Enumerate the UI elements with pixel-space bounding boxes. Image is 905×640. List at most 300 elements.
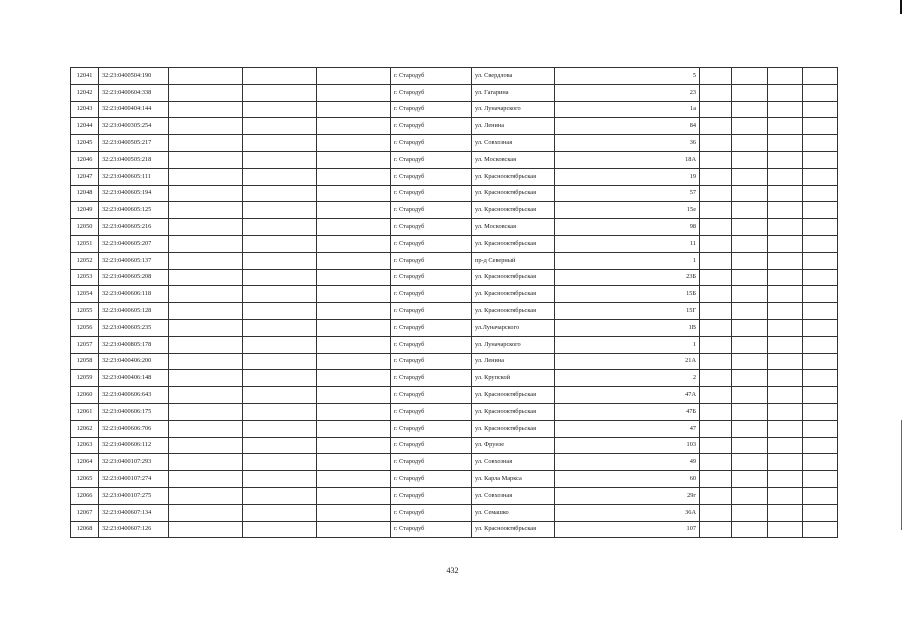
empty-cell: [732, 269, 768, 286]
house-number-cell: 47А: [555, 387, 700, 404]
row-number-cell: 12041: [71, 68, 99, 85]
registry-table: [70, 67, 838, 538]
empty-cell: [768, 504, 803, 521]
row-number-cell: 12061: [71, 403, 99, 420]
empty-cell: [169, 269, 243, 286]
empty-cell: [803, 135, 838, 152]
table-row: [71, 219, 838, 236]
empty-cell: [732, 219, 768, 236]
empty-cell: [768, 118, 803, 135]
empty-cell: [317, 185, 391, 202]
street-cell: ул. Краснооктябрьская: [472, 387, 555, 404]
empty-cell: [243, 235, 317, 252]
empty-cell: [317, 353, 391, 370]
table-row: [71, 84, 838, 101]
empty-cell: [317, 151, 391, 168]
empty-cell: [803, 454, 838, 471]
house-number-cell: 98: [555, 219, 700, 236]
street-cell: ул. Краснооктябрьская: [472, 202, 555, 219]
row-number-cell: 12058: [71, 353, 99, 370]
empty-cell: [243, 151, 317, 168]
city-cell: г. Стародуб: [391, 118, 472, 135]
city-cell: г. Стародуб: [391, 437, 472, 454]
empty-cell: [732, 202, 768, 219]
row-number-cell: 12042: [71, 84, 99, 101]
city-cell: г. Стародуб: [391, 84, 472, 101]
empty-cell: [700, 487, 732, 504]
row-number-cell: 12043: [71, 101, 99, 118]
cadastral-number-cell: 32:23:0400406:200: [99, 353, 169, 370]
empty-cell: [768, 219, 803, 236]
empty-cell: [700, 336, 732, 353]
table-row: [71, 336, 838, 353]
empty-cell: [700, 151, 732, 168]
street-cell: ул. Крупской: [472, 370, 555, 387]
empty-cell: [317, 303, 391, 320]
empty-cell: [169, 135, 243, 152]
empty-cell: [768, 235, 803, 252]
cadastral-number-cell: 32:23:0400504:190: [99, 68, 169, 85]
city-cell: г. Стародуб: [391, 252, 472, 269]
cadastral-number-cell: 32:23:0400605:194: [99, 185, 169, 202]
street-cell: ул. Луначарского: [472, 101, 555, 118]
house-number-cell: 47: [555, 420, 700, 437]
empty-cell: [169, 202, 243, 219]
row-number-cell: 12049: [71, 202, 99, 219]
table-row: [71, 420, 838, 437]
empty-cell: [700, 370, 732, 387]
empty-cell: [243, 504, 317, 521]
empty-cell: [243, 118, 317, 135]
empty-cell: [732, 471, 768, 488]
empty-cell: [732, 420, 768, 437]
empty-cell: [732, 151, 768, 168]
table-row: [71, 269, 838, 286]
cadastral-number-cell: 32:23:0400605:137: [99, 252, 169, 269]
street-cell: ул. Краснооктябрьская: [472, 269, 555, 286]
empty-cell: [803, 370, 838, 387]
table-row: [71, 521, 838, 538]
empty-cell: [732, 387, 768, 404]
row-number-cell: 12051: [71, 235, 99, 252]
empty-cell: [768, 336, 803, 353]
empty-cell: [317, 252, 391, 269]
empty-cell: [732, 168, 768, 185]
row-number-cell: 12044: [71, 118, 99, 135]
empty-cell: [317, 286, 391, 303]
row-number-cell: 12056: [71, 319, 99, 336]
empty-cell: [700, 135, 732, 152]
empty-cell: [700, 118, 732, 135]
city-cell: г. Стародуб: [391, 286, 472, 303]
empty-cell: [169, 353, 243, 370]
empty-cell: [768, 101, 803, 118]
empty-cell: [169, 454, 243, 471]
cadastral-number-cell: 32:23:0400607:126: [99, 521, 169, 538]
empty-cell: [243, 84, 317, 101]
city-cell: г. Стародуб: [391, 420, 472, 437]
empty-cell: [732, 521, 768, 538]
table-row: [71, 118, 838, 135]
empty-cell: [803, 269, 838, 286]
empty-cell: [169, 235, 243, 252]
cadastral-number-cell: 32:23:0400606:112: [99, 437, 169, 454]
city-cell: г. Стародуб: [391, 269, 472, 286]
empty-cell: [803, 84, 838, 101]
street-cell: ул. Ленина: [472, 353, 555, 370]
empty-cell: [700, 68, 732, 85]
empty-cell: [768, 370, 803, 387]
empty-cell: [700, 387, 732, 404]
empty-cell: [768, 403, 803, 420]
house-number-cell: 2: [555, 370, 700, 387]
empty-cell: [243, 185, 317, 202]
street-cell: ул. Московская: [472, 219, 555, 236]
street-cell: ул. Краснооктябрьская: [472, 303, 555, 320]
empty-cell: [317, 521, 391, 538]
empty-cell: [169, 387, 243, 404]
table-row: [71, 185, 838, 202]
empty-cell: [732, 504, 768, 521]
street-cell: ул. Совхозная: [472, 454, 555, 471]
empty-cell: [700, 185, 732, 202]
empty-cell: [732, 101, 768, 118]
empty-cell: [243, 336, 317, 353]
empty-cell: [317, 387, 391, 404]
empty-cell: [243, 135, 317, 152]
scan-edge-mark: [900, 0, 902, 14]
empty-cell: [243, 219, 317, 236]
scan-edge-line: [901, 420, 902, 530]
empty-cell: [169, 336, 243, 353]
house-number-cell: 47Б: [555, 403, 700, 420]
cadastral-number-cell: 32:23:0400505:218: [99, 151, 169, 168]
empty-cell: [317, 84, 391, 101]
empty-cell: [169, 420, 243, 437]
row-number-cell: 12046: [71, 151, 99, 168]
empty-cell: [732, 118, 768, 135]
empty-cell: [243, 269, 317, 286]
empty-cell: [768, 151, 803, 168]
table-row: [71, 303, 838, 320]
empty-cell: [317, 336, 391, 353]
empty-cell: [803, 420, 838, 437]
empty-cell: [243, 487, 317, 504]
empty-cell: [803, 471, 838, 488]
empty-cell: [732, 135, 768, 152]
empty-cell: [768, 487, 803, 504]
cadastral-number-cell: 32:23:0400606:118: [99, 286, 169, 303]
empty-cell: [317, 319, 391, 336]
empty-cell: [700, 353, 732, 370]
empty-cell: [803, 151, 838, 168]
empty-cell: [768, 471, 803, 488]
table-row: [71, 504, 838, 521]
street-cell: ул. Совхозная: [472, 487, 555, 504]
empty-cell: [169, 471, 243, 488]
row-number-cell: 12048: [71, 185, 99, 202]
empty-cell: [700, 202, 732, 219]
empty-cell: [803, 319, 838, 336]
cadastral-number-cell: 32:23:0400606:175: [99, 403, 169, 420]
row-number-cell: 12065: [71, 471, 99, 488]
street-cell: ул. Свердлова: [472, 68, 555, 85]
empty-cell: [732, 437, 768, 454]
empty-cell: [243, 387, 317, 404]
empty-cell: [169, 319, 243, 336]
table-row: [71, 151, 838, 168]
empty-cell: [169, 168, 243, 185]
empty-cell: [803, 252, 838, 269]
city-cell: г. Стародуб: [391, 202, 472, 219]
empty-cell: [803, 303, 838, 320]
empty-cell: [700, 252, 732, 269]
empty-cell: [169, 521, 243, 538]
empty-cell: [317, 168, 391, 185]
street-cell: ул. Краснооктябрьская: [472, 403, 555, 420]
table-row: [71, 286, 838, 303]
empty-cell: [768, 521, 803, 538]
city-cell: г. Стародуб: [391, 303, 472, 320]
city-cell: г. Стародуб: [391, 219, 472, 236]
cadastral-number-cell: 32:23:0400607:134: [99, 504, 169, 521]
city-cell: г. Стародуб: [391, 135, 472, 152]
empty-cell: [243, 286, 317, 303]
empty-cell: [243, 353, 317, 370]
row-number-cell: 12062: [71, 420, 99, 437]
empty-cell: [243, 420, 317, 437]
empty-cell: [803, 353, 838, 370]
empty-cell: [732, 336, 768, 353]
house-number-cell: 23: [555, 84, 700, 101]
empty-cell: [243, 252, 317, 269]
empty-cell: [803, 504, 838, 521]
empty-cell: [317, 135, 391, 152]
empty-cell: [768, 437, 803, 454]
empty-cell: [169, 118, 243, 135]
city-cell: г. Стародуб: [391, 185, 472, 202]
empty-cell: [700, 471, 732, 488]
empty-cell: [768, 135, 803, 152]
empty-cell: [700, 454, 732, 471]
cadastral-number-cell: 32:23:0400505:217: [99, 135, 169, 152]
house-number-cell: 19: [555, 168, 700, 185]
street-cell: ул. Краснооктябрьская: [472, 286, 555, 303]
empty-cell: [803, 219, 838, 236]
city-cell: г. Стародуб: [391, 353, 472, 370]
empty-cell: [803, 202, 838, 219]
cadastral-number-cell: 32:23:0400107:275: [99, 487, 169, 504]
house-number-cell: 18А: [555, 151, 700, 168]
empty-cell: [700, 101, 732, 118]
street-cell: ул. Московская: [472, 151, 555, 168]
house-number-cell: 107: [555, 521, 700, 538]
empty-cell: [700, 420, 732, 437]
cadastral-number-cell: 32:23:0400605:207: [99, 235, 169, 252]
city-cell: г. Стародуб: [391, 319, 472, 336]
empty-cell: [803, 437, 838, 454]
cadastral-number-cell: 32:23:0400605:128: [99, 303, 169, 320]
empty-cell: [768, 252, 803, 269]
table-row: [71, 403, 838, 420]
empty-cell: [169, 84, 243, 101]
empty-cell: [732, 68, 768, 85]
empty-cell: [700, 521, 732, 538]
cadastral-number-cell: 32:23:0400604:338: [99, 84, 169, 101]
empty-cell: [803, 235, 838, 252]
empty-cell: [768, 68, 803, 85]
empty-cell: [732, 84, 768, 101]
empty-cell: [700, 403, 732, 420]
house-number-cell: 15Г: [555, 303, 700, 320]
city-cell: г. Стародуб: [391, 101, 472, 118]
empty-cell: [803, 101, 838, 118]
street-cell: ул. Краснооктябрьская: [472, 521, 555, 538]
empty-cell: [169, 504, 243, 521]
row-number-cell: 12050: [71, 219, 99, 236]
street-cell: ул.Луначарского: [472, 319, 555, 336]
city-cell: г. Стародуб: [391, 454, 472, 471]
cadastral-number-cell: 32:23:0400605:125: [99, 202, 169, 219]
empty-cell: [768, 319, 803, 336]
row-number-cell: 12052: [71, 252, 99, 269]
row-number-cell: 12057: [71, 336, 99, 353]
table-row: [71, 135, 838, 152]
table-row: [71, 387, 838, 404]
empty-cell: [803, 336, 838, 353]
empty-cell: [243, 403, 317, 420]
empty-cell: [768, 84, 803, 101]
cadastral-number-cell: 32:23:0400606:643: [99, 387, 169, 404]
street-cell: ул. Луначарского: [472, 336, 555, 353]
empty-cell: [169, 101, 243, 118]
house-number-cell: 60: [555, 471, 700, 488]
street-cell: ул. Краснооктябрьская: [472, 235, 555, 252]
house-number-cell: 15Б: [555, 286, 700, 303]
empty-cell: [317, 202, 391, 219]
empty-cell: [803, 403, 838, 420]
empty-cell: [169, 151, 243, 168]
row-number-cell: 12060: [71, 387, 99, 404]
street-cell: ул. Карла Маркса: [472, 471, 555, 488]
house-number-cell: 1: [555, 336, 700, 353]
cadastral-number-cell: 32:23:0400406:148: [99, 370, 169, 387]
empty-cell: [732, 370, 768, 387]
street-cell: ул. Ленина: [472, 118, 555, 135]
row-number-cell: 12063: [71, 437, 99, 454]
cadastral-number-cell: 32:23:0400605:235: [99, 319, 169, 336]
house-number-cell: 36: [555, 135, 700, 152]
row-number-cell: 12067: [71, 504, 99, 521]
table-row: [71, 319, 838, 336]
cadastral-number-cell: 32:23:0400107:274: [99, 471, 169, 488]
empty-cell: [768, 387, 803, 404]
empty-cell: [768, 454, 803, 471]
table-row: [71, 437, 838, 454]
table-row: [71, 487, 838, 504]
empty-cell: [768, 185, 803, 202]
empty-cell: [732, 403, 768, 420]
empty-cell: [243, 454, 317, 471]
empty-cell: [768, 269, 803, 286]
empty-cell: [169, 252, 243, 269]
house-number-cell: 57: [555, 185, 700, 202]
house-number-cell: 1: [555, 252, 700, 269]
cadastral-number-cell: 32:23:0400605:111: [99, 168, 169, 185]
row-number-cell: 12068: [71, 521, 99, 538]
house-number-cell: 5: [555, 68, 700, 85]
house-number-cell: 49: [555, 454, 700, 471]
empty-cell: [700, 303, 732, 320]
empty-cell: [169, 219, 243, 236]
house-number-cell: 103: [555, 437, 700, 454]
city-cell: г. Стародуб: [391, 471, 472, 488]
city-cell: г. Стародуб: [391, 168, 472, 185]
table-row: [71, 471, 838, 488]
table-row: [71, 235, 838, 252]
empty-cell: [243, 471, 317, 488]
empty-cell: [768, 303, 803, 320]
street-cell: пр-д Северный: [472, 252, 555, 269]
street-cell: ул. Семашко: [472, 504, 555, 521]
cadastral-number-cell: 32:23:0400305:254: [99, 118, 169, 135]
empty-cell: [803, 487, 838, 504]
empty-cell: [169, 185, 243, 202]
empty-cell: [317, 118, 391, 135]
empty-cell: [169, 487, 243, 504]
empty-cell: [243, 101, 317, 118]
city-cell: г. Стародуб: [391, 504, 472, 521]
empty-cell: [243, 437, 317, 454]
cadastral-number-cell: 32:23:0400606:706: [99, 420, 169, 437]
street-cell: ул. Краснооктябрьская: [472, 420, 555, 437]
table-row: [71, 168, 838, 185]
street-cell: ул. Гагарина: [472, 84, 555, 101]
empty-cell: [317, 370, 391, 387]
row-number-cell: 12055: [71, 303, 99, 320]
empty-cell: [317, 68, 391, 85]
row-number-cell: 12054: [71, 286, 99, 303]
empty-cell: [732, 252, 768, 269]
house-number-cell: 1В: [555, 319, 700, 336]
empty-cell: [243, 202, 317, 219]
city-cell: г. Стародуб: [391, 370, 472, 387]
city-cell: г. Стародуб: [391, 403, 472, 420]
empty-cell: [317, 487, 391, 504]
registry-table-body: [71, 68, 838, 538]
empty-cell: [169, 437, 243, 454]
empty-cell: [169, 68, 243, 85]
empty-cell: [700, 437, 732, 454]
empty-cell: [732, 487, 768, 504]
house-number-cell: 36А: [555, 504, 700, 521]
house-number-cell: 29г: [555, 487, 700, 504]
empty-cell: [700, 168, 732, 185]
cadastral-number-cell: 32:23:0400404:144: [99, 101, 169, 118]
street-cell: ул. Краснооктябрьская: [472, 168, 555, 185]
row-number-cell: 12047: [71, 168, 99, 185]
empty-cell: [803, 168, 838, 185]
city-cell: г. Стародуб: [391, 487, 472, 504]
empty-cell: [700, 219, 732, 236]
empty-cell: [317, 219, 391, 236]
page-number: 432: [446, 566, 459, 575]
empty-cell: [317, 504, 391, 521]
empty-cell: [803, 185, 838, 202]
table-row: [71, 202, 838, 219]
empty-cell: [803, 68, 838, 85]
house-number-cell: 84: [555, 118, 700, 135]
